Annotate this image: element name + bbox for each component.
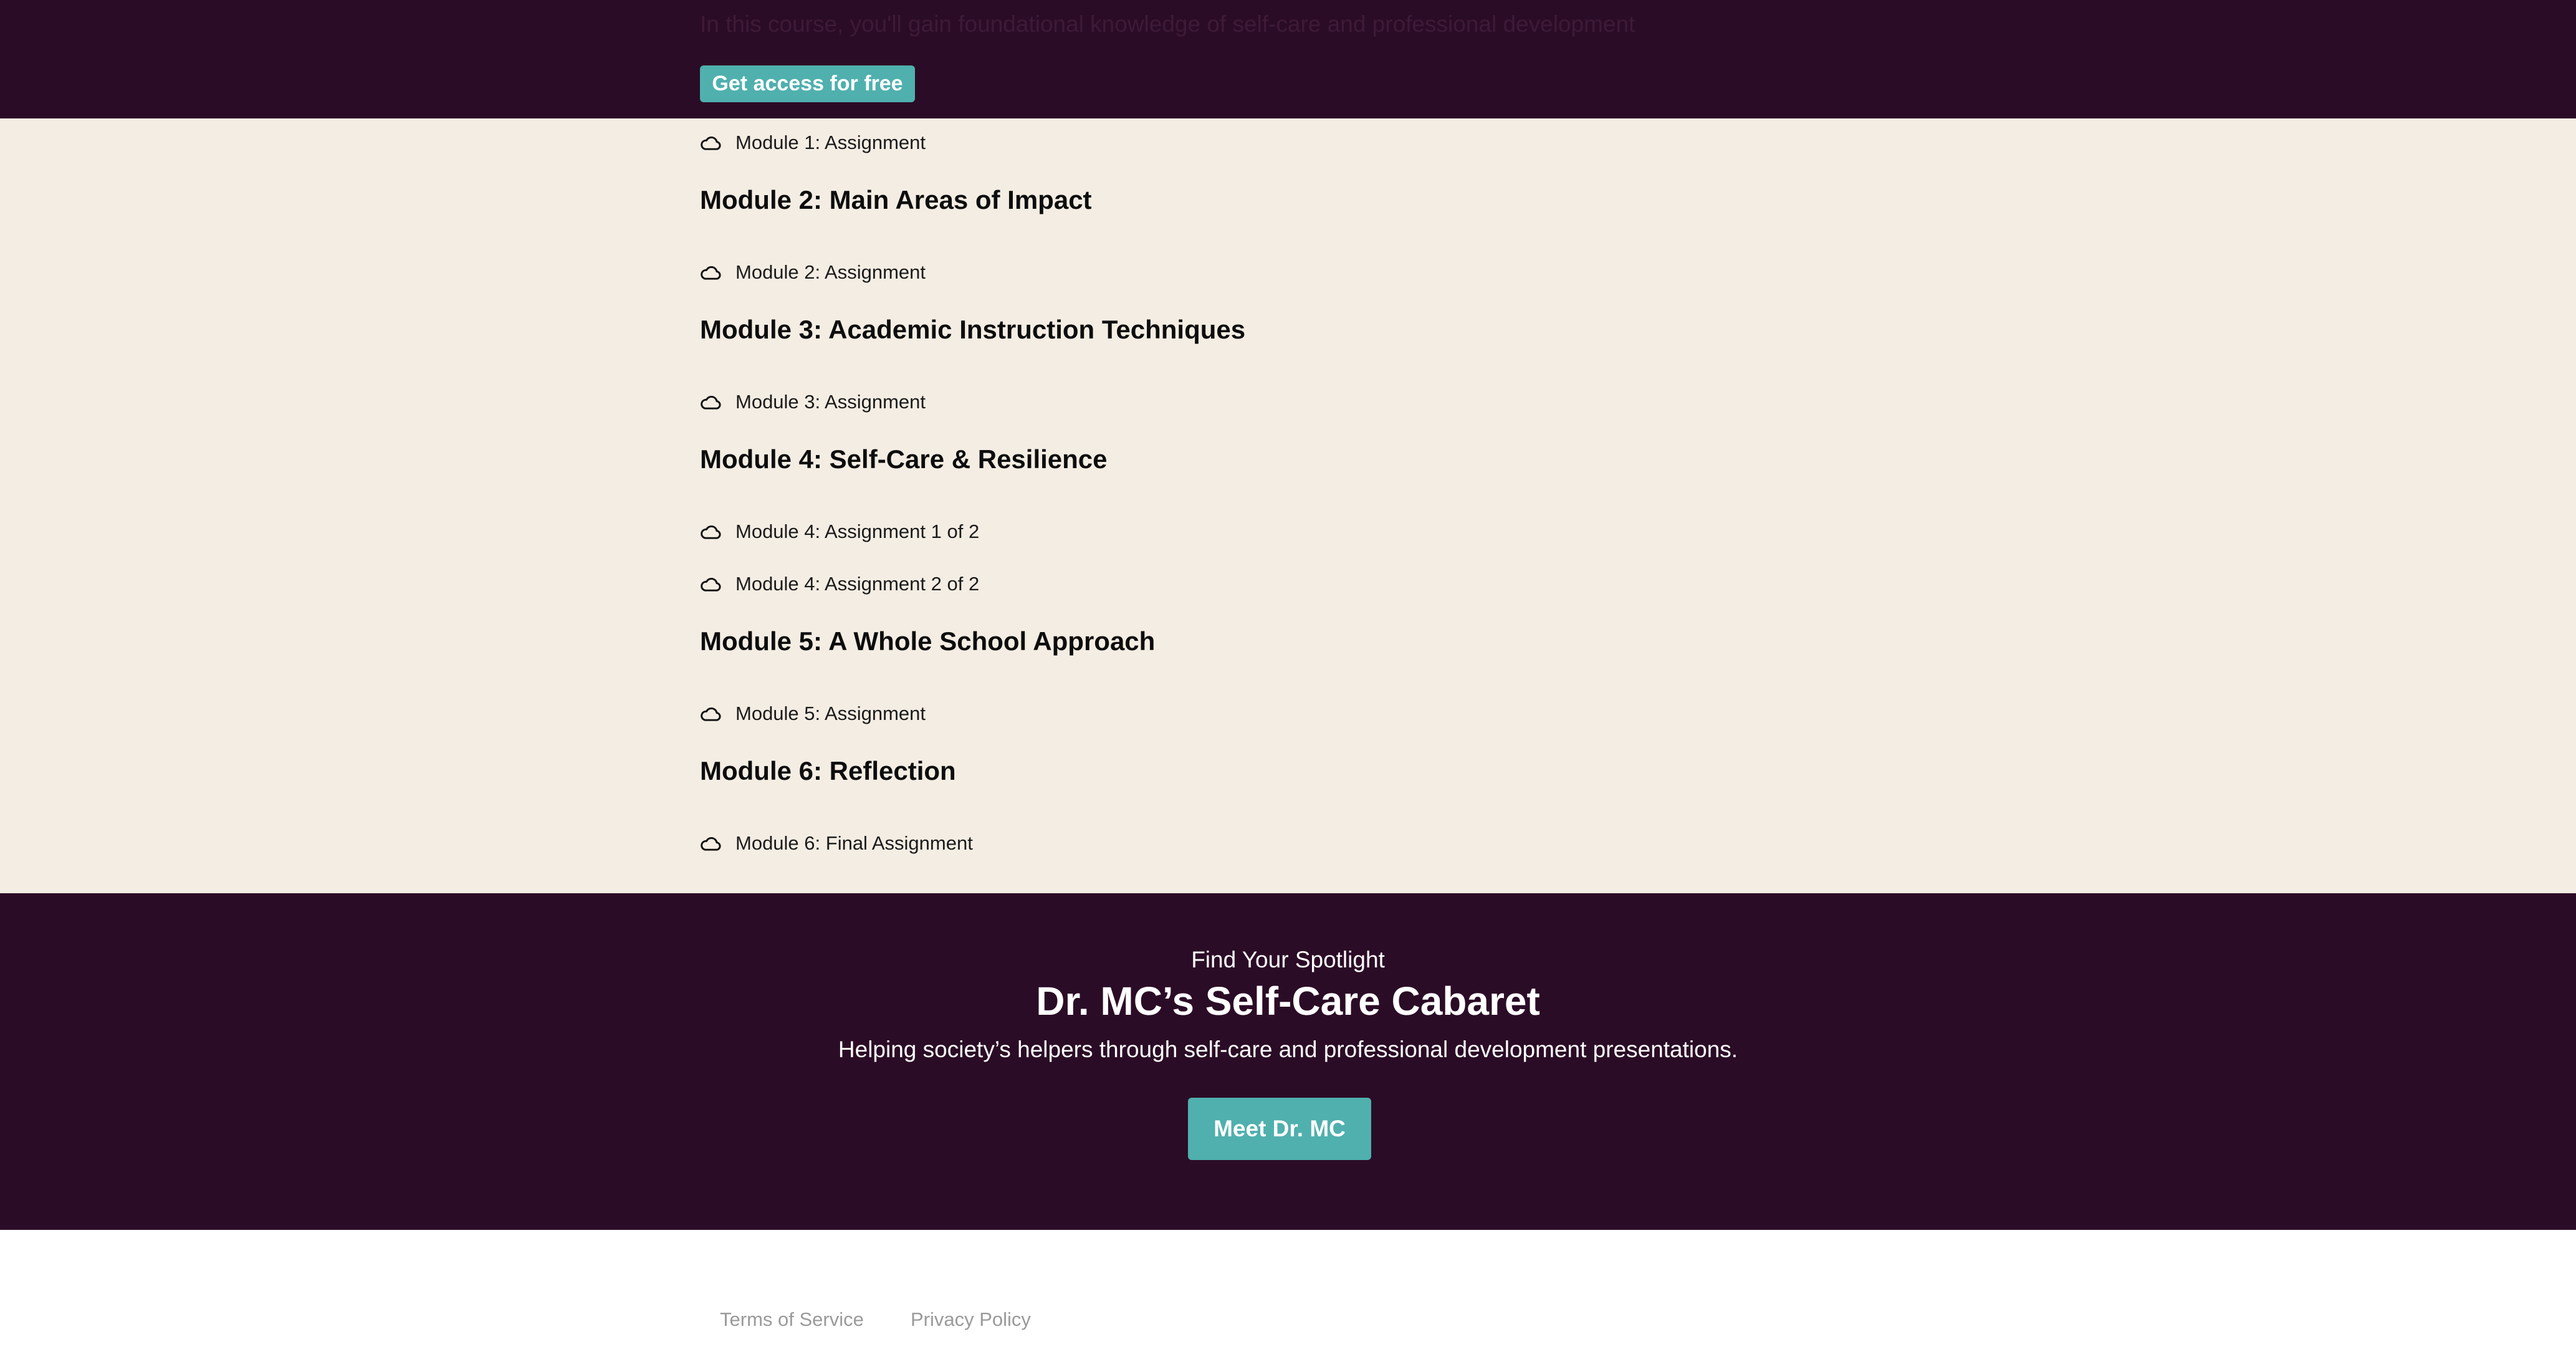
assignment-item[interactable]: [700, 257, 926, 288]
cloud-icon: [700, 705, 722, 722]
cloud-icon: [700, 393, 722, 411]
top-sticky-bar: [0, 0, 2576, 118]
promo-title: Dr. MC’s Self-Care Cabaret: [1036, 979, 1540, 1024]
meet-dr-mc-button[interactable]: Meet Dr. MC: [1188, 1098, 1371, 1160]
cloud-icon: [700, 835, 722, 852]
legal-footer: [0, 1230, 2576, 1362]
module-3-title: Module 3: Academic Instruction Techniques: [700, 315, 1246, 344]
get-access-button[interactable]: Get access for free: [700, 65, 915, 102]
assignment-label: Module 3: Assignment: [735, 391, 926, 413]
assignment-label: Module 6: Final Assignment: [735, 832, 973, 854]
cloud-icon: [700, 264, 722, 281]
assignment-item[interactable]: [700, 828, 973, 859]
privacy-policy-link[interactable]: Privacy Policy: [911, 1308, 1031, 1330]
assignment-item[interactable]: [700, 568, 979, 600]
assignment-item[interactable]: [700, 698, 926, 729]
promo-banner: [0, 893, 2576, 1230]
course-curriculum: [0, 118, 2576, 893]
assignment-item[interactable]: [700, 127, 926, 158]
promo-subtitle: Helping society’s helpers through self-care and professional development presentations.: [838, 1037, 1738, 1062]
module-5-title: Module 5: A Whole School Approach: [700, 626, 1156, 656]
assignment-label: Module 2: Assignment: [735, 261, 926, 283]
course-description-faded: In this course, you'll gain foundational knowledge of self-care and professional development: [700, 11, 1635, 37]
assignment-item[interactable]: [700, 516, 979, 547]
assignment-label: Module 4: Assignment 2 of 2: [735, 573, 980, 595]
assignment-label: Module 5: Assignment: [735, 703, 926, 724]
cloud-icon: [700, 134, 722, 151]
promo-kicker: Find Your Spotlight: [1191, 947, 1385, 972]
module-4-title: Module 4: Self-Care & Resilience: [700, 444, 1108, 474]
cloud-icon: [700, 523, 722, 540]
terms-of-service-link[interactable]: Terms of Service: [720, 1308, 864, 1330]
assignment-item[interactable]: [700, 386, 926, 418]
module-6-title: Module 6: Reflection: [700, 756, 956, 785]
cloud-icon: [700, 575, 722, 593]
assignment-label: Module 4: Assignment 1 of 2: [735, 520, 980, 542]
module-2-title: Module 2: Main Areas of Impact: [700, 185, 1092, 214]
assignment-label: Module 1: Assignment: [735, 132, 926, 153]
